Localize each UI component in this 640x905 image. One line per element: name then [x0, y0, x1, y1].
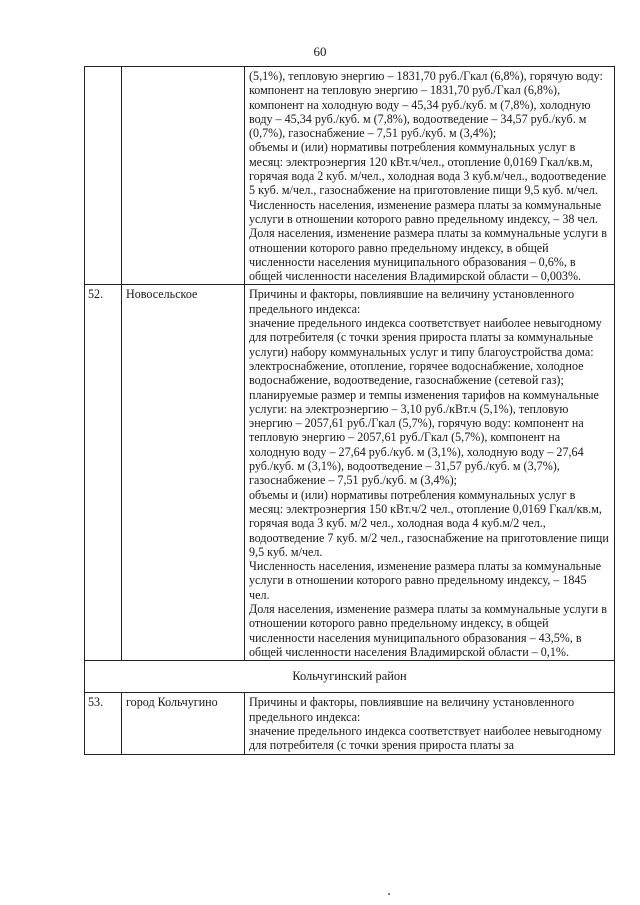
page-number: 60 — [313, 44, 327, 59]
municipality-name: Новосельское — [122, 285, 245, 661]
row-number: 53. — [85, 693, 122, 754]
paragraph: Доля населения, изменение размера платы за коммунальные услуги в отношении которого равно предельному индексу, в общей численности населения муниципального образования – 0,6%, в общей численности населения Владимирской области – 0,003%. — [249, 226, 607, 284]
paragraph: объемы и (или) нормативы потребления коммунальных услуг в месяц: электроэнергия 120 кВт.ч/чел., отопление 0,0169 Гкал/кв.м, горячая вода 2 куб. м/чел., холодная вода 3 куб.м/чел., водоотведение 5 куб. м/чел., газоснабжение на приготовление пищи 9,5 куб. м/чел. — [249, 140, 607, 198]
paragraph: объемы и (или) нормативы потребления коммунальных услуг в месяц: электроэнергия 150 кВт.ч/2 чел., отопление 0,0169 Гкал/кв.м, горячая вода 3 куб. м/2 чел., холодная вода 4 куб.м/2 чел., водоотведение 7 куб. м/2 чел., газоснабжение на приготовление пищи 9,5 куб. м/чел. — [249, 487, 609, 559]
paragraph: Численность населения, изменение размера платы за коммунальные услуги в отношении которого равно предельному индексу, – 1845 чел. — [249, 559, 602, 602]
paragraph: Причины и факторы, повлиявшие на величину установленного предельного индекса: — [249, 287, 575, 316]
row-description — [245, 285, 615, 661]
region-header: Кольчугинский район — [85, 661, 615, 693]
region-header-row — [85, 661, 615, 693]
paragraph: планируемые размер и темпы изменения тарифов на коммунальные услуги: на электроэнергию – 3,10 руб./кВт.ч (5,1%), тепловую энергию – 2057,61 руб./Гкал (5,7%), горячую воду: компонент на тепловую энергию – 2057,61 руб./Гкал (5,7%), компонент на холодную воду – 27,64 руб./куб. м (3,1%), холодную воду – 27,64 руб./куб. м (3,1%), водоотведение – 31,57 руб./куб. м (3,7%), газоснабжение – 7,51 руб./куб. м (3,4%); — [249, 387, 599, 488]
paragraph: значение предельного индекса соответствует наиболее невыгодному для потребителя (с точки зрения прироста платы за коммунальные услуги) набору коммунальных услуг и типу благоустройства дома: электроснабжение, отопление, горячее водоснабжение, холодное водоснабжение, водоотведение, газоснабжение (сетевой газ); — [249, 316, 602, 388]
tariff-table — [84, 66, 615, 755]
table-row — [85, 693, 615, 754]
municipality-name — [122, 67, 245, 285]
paragraph: Причины и факторы, повлиявшие на величину установленного предельного индекса: — [249, 695, 575, 724]
scan-speck — [388, 893, 390, 895]
paragraph: значение предельного индекса соответствует наиболее невыгодному для потребителя (с точки зрения прироста платы за — [249, 724, 602, 753]
paragraph: Численность населения, изменение размера платы за коммунальные услуги в отношении которого равно предельному индексу, – 38 чел. — [249, 197, 602, 226]
paragraph: (5,1%), тепловую энергию – 1831,70 руб./Гкал (6,8%), горячую воду: компонент на тепловую энергию – 1831,70 руб./Гкал (6,8%), компонент на холодную воду – 45,34 руб./куб. м (7,8%), холодную воду – 45,34 руб./куб. м (7,8%), водоотведение – 34,57 руб./куб. м (0,7%), газоснабжение – 7,51 руб./куб. м (3,4%); — [249, 69, 603, 141]
paragraph: Доля населения, изменение размера платы за коммунальные услуги в отношении которого равно предельному индексу, в общей численности населения муниципального образования – 43,5%, в общей численности населения Владимирской области – 0,1%. — [249, 601, 607, 659]
row-description — [245, 693, 615, 754]
municipality-name: город Кольчугино — [122, 693, 245, 754]
table-row — [85, 67, 615, 285]
row-description — [245, 67, 615, 285]
row-number — [85, 67, 122, 285]
table-row — [85, 285, 615, 661]
row-number: 52. — [85, 285, 122, 661]
